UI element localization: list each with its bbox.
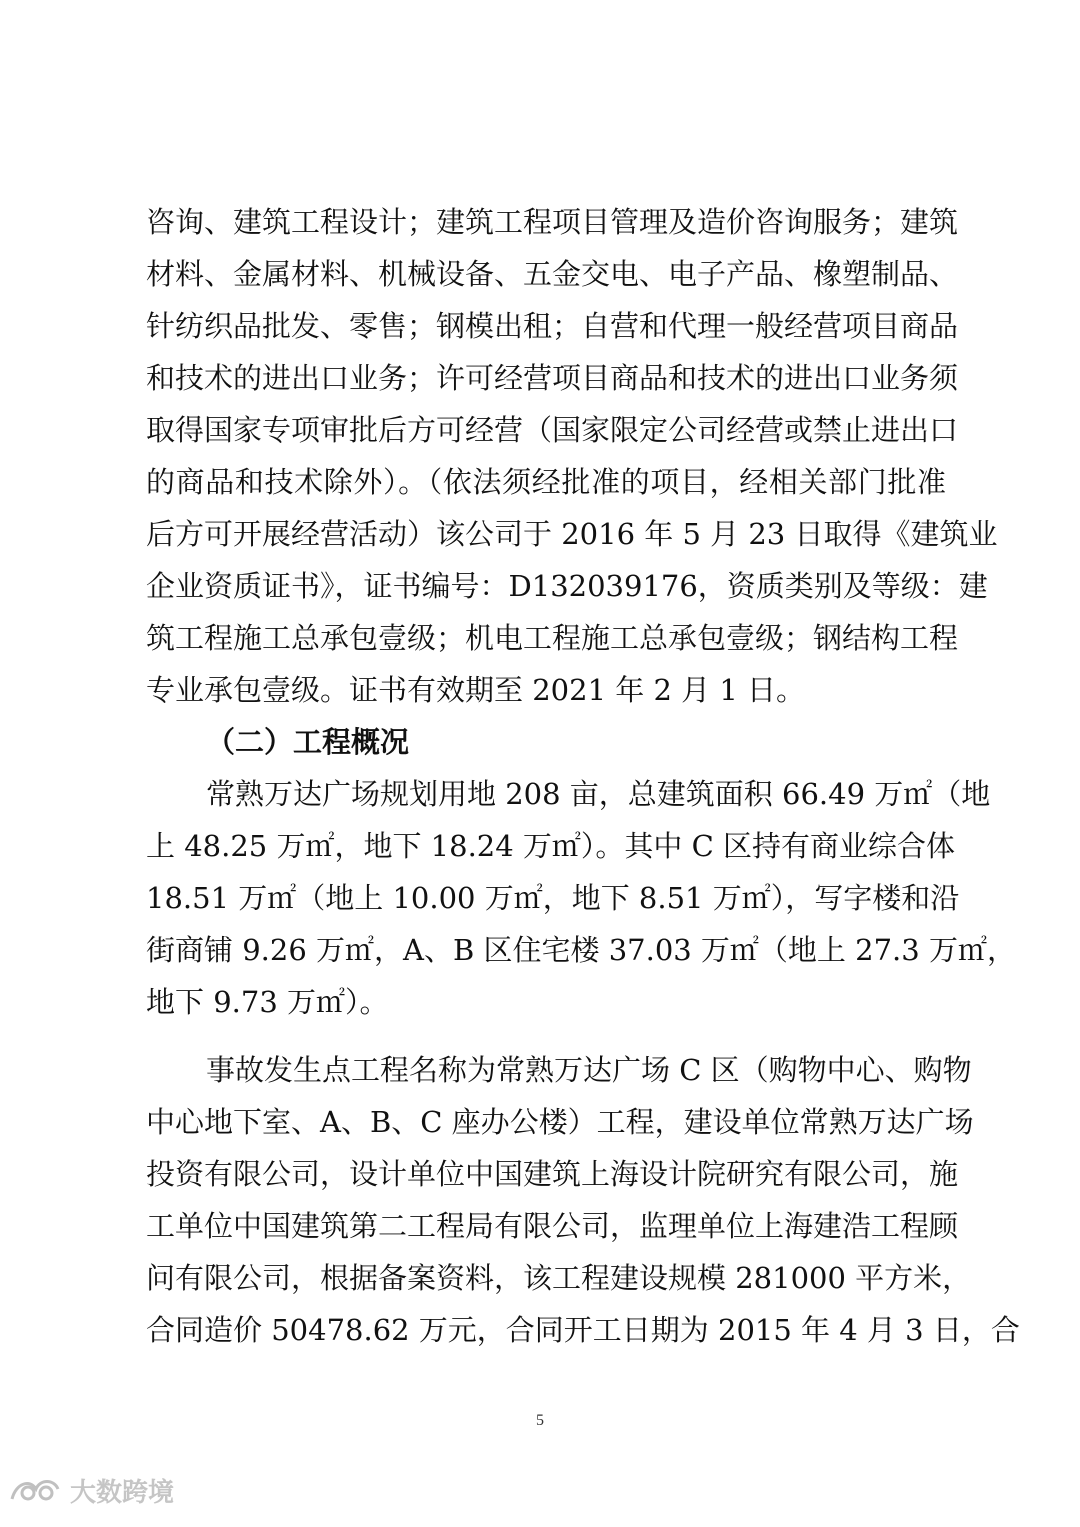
page-number: 5	[536, 1412, 544, 1429]
text-line: 中心地下室、A、B、C 座办公楼）工程，建设单位常熟万达广场	[146, 1105, 974, 1139]
text-line: 专业承包壹级。证书有效期至 2021 年 2 月 1 日。	[146, 673, 806, 707]
text-line: 街商铺 9.26 万㎡，A、B 区住宅楼 37.03 万㎡（地上 27.3 万㎡，	[146, 933, 1016, 967]
text-line: 筑工程施工总承包壹级；机电工程施工总承包壹级；钢结构工程	[146, 621, 959, 655]
text-line: 针纺织品批发、零售；钢模出租；自营和代理一般经营项目商品	[146, 309, 959, 343]
text-line: 投资有限公司，设计单位中国建筑上海设计院研究有限公司，施	[146, 1157, 959, 1191]
text-line: 合同造价 50478.62 万元，合同开工日期为 2015 年 4 月 3 日，合	[146, 1313, 1020, 1347]
text-line: 问有限公司，根据备案资料，该工程建设规模 281000 平方米，	[146, 1261, 972, 1295]
watermark-text: 大数跨境	[70, 1477, 175, 1508]
watermark-logo-icon	[8, 1473, 64, 1507]
watermark	[8, 1468, 174, 1512]
text-line: 咨询、建筑工程设计；建筑工程项目管理及造价咨询服务；建筑	[146, 205, 959, 239]
text-line: 地下 9.73 万㎡）。	[146, 985, 389, 1019]
text-line: 和技术的进出口业务；许可经营项目商品和技术的进出口业务须	[146, 361, 959, 395]
text-line: 后方可开展经营活动）该公司于 2016 年 5 月 23 日取得《建筑业	[146, 517, 998, 551]
section-heading: （二）工程概况	[206, 725, 410, 759]
text-line: 取得国家专项审批后方可经营（国家限定公司经营或禁止进出口	[146, 413, 959, 447]
text-line: 常熟万达广场规划用地 208 亩，总建筑面积 66.49 万㎡（地	[206, 777, 991, 811]
text-line: 工单位中国建筑第二工程局有限公司，监理单位上海建浩工程顾	[146, 1209, 959, 1243]
text-line: 的商品和技术除外）。（依法须经批准的项目，经相关部门批准	[146, 465, 946, 499]
text-line: 18.51 万㎡（地上 10.00 万㎡，地下 8.51 万㎡），写字楼和沿	[146, 881, 960, 915]
text-line: 企业资质证书》，证书编号：D132039176，资质类别及等级：建	[146, 569, 988, 603]
text-line: 材料、金属材料、机械设备、五金交电、电子产品、橡塑制品、	[146, 257, 959, 291]
text-line: 上 48.25 万㎡，地下 18.24 万㎡）。其中 C 区持有商业综合体	[146, 829, 956, 863]
text-line: 事故发生点工程名称为常熟万达广场 C 区（购物中心、购物	[206, 1053, 972, 1087]
